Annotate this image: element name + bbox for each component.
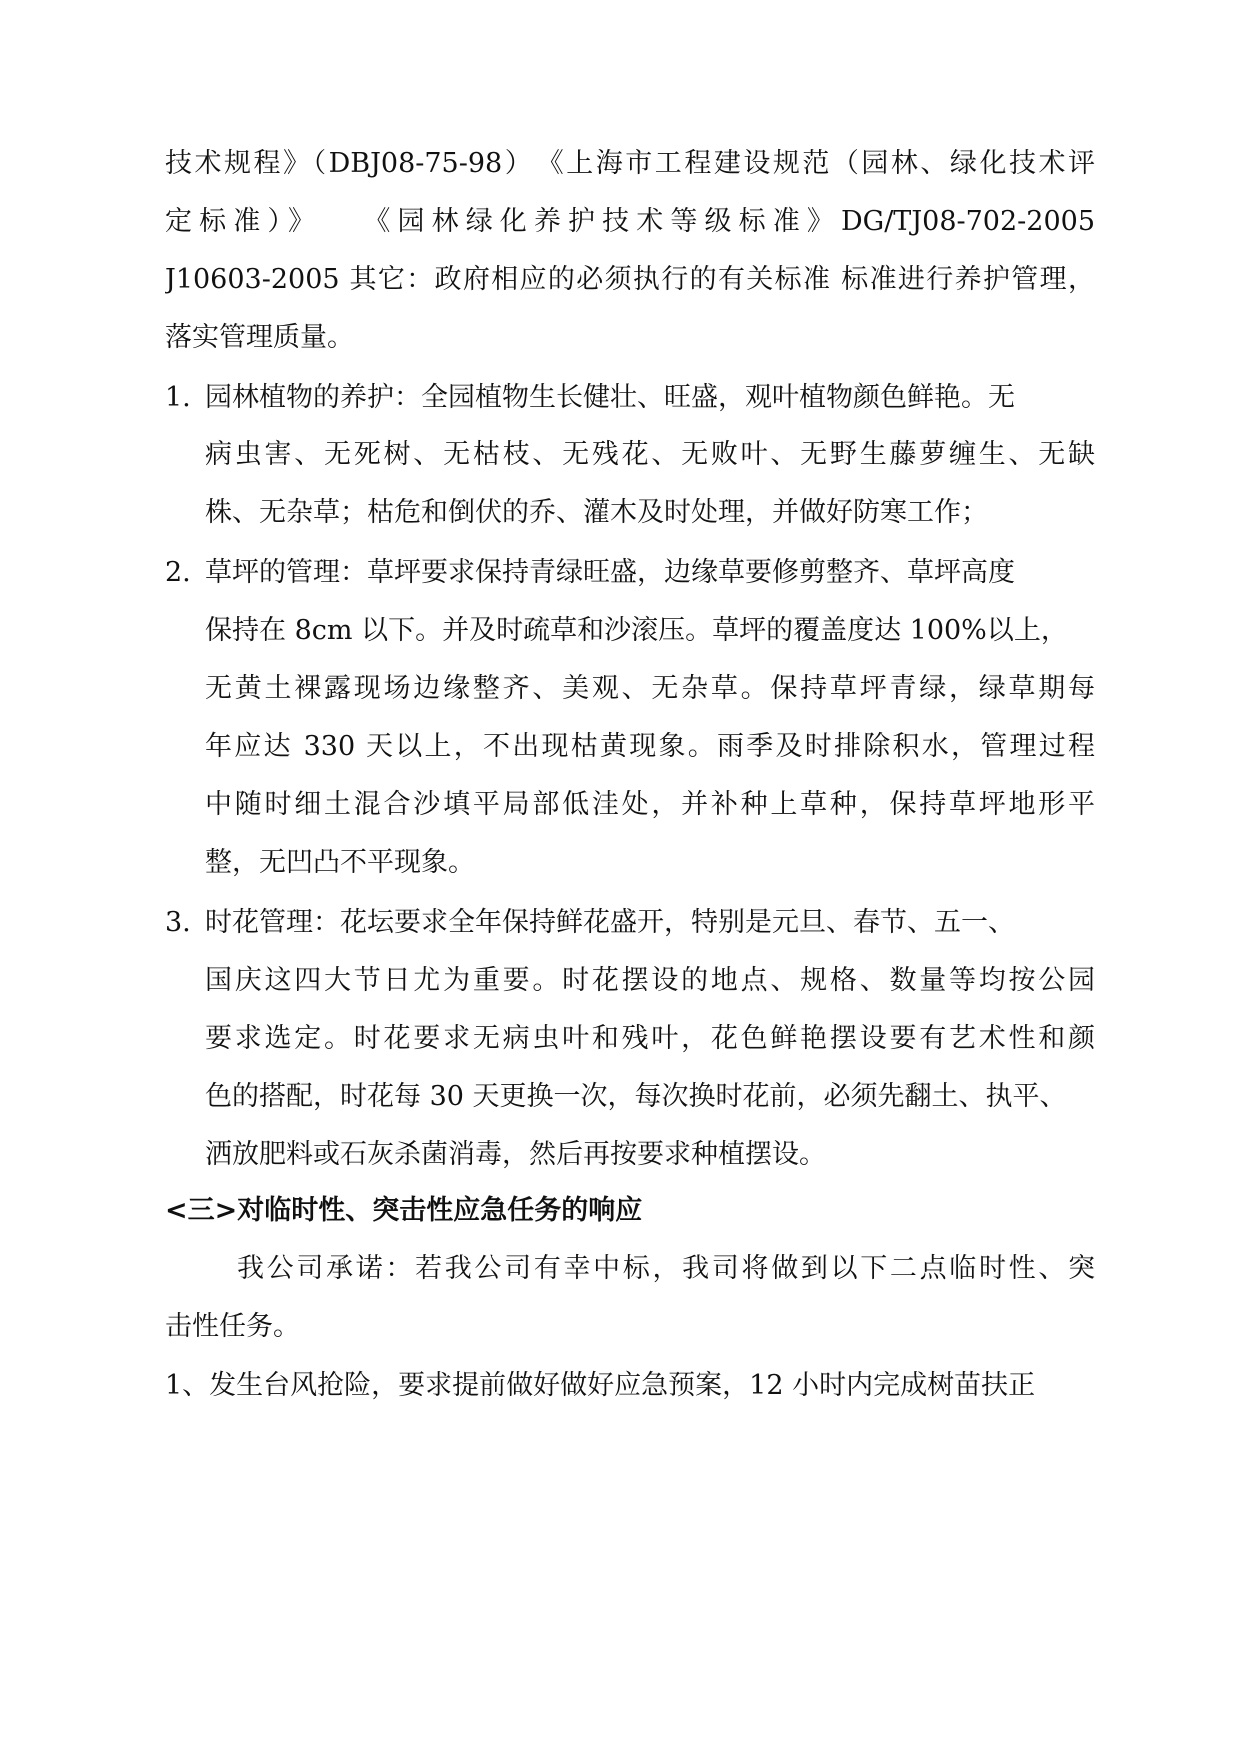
text-line: 国庆这四大节日尤为重要。时花摆设的地点、规格、数量等均按公园 [205,965,1095,996]
list-item-text: 园林植物的养护：全园植物生长健壮、旺盛，观叶植物颜色鲜艳。无 [205,382,1015,413]
list-item-3 [165,905,1095,941]
list-number: 1. [165,382,191,413]
list-number: 3. [165,907,191,938]
text-line: J10603-2005 其它：政府相应的必须执行的有关标准 标准进行养护管理， [165,264,1095,295]
text-line: 中随时细土混合沙填平局部低洼处，并补种上草种，保持草坪地形平 [205,789,1095,820]
text-line: 洒放肥料或石灰杀菌消毒，然后再按要求种植摆设。 [205,1139,826,1170]
text-line: 保持在 8cm 以下。并及时疏草和沙滚压。草坪的覆盖度达 100%以上， [205,615,1068,646]
text-line: 无黄土裸露现场边缘整齐、美观、无杂草。保持草坪青绿，绿草期每 [205,673,1095,704]
text-line: 病虫害、无死树、无枯枝、无残花、无败叶、无野生藤萝缠生、无缺 [205,439,1095,470]
text-line: 株、无杂草；枯危和倒伏的乔、灌木及时处理，并做好防寒工作； [205,497,988,528]
text-line: 要求选定。时花要求无病虫叶和残叶，花色鲜艳摆设要有艺术性和颜 [205,1023,1095,1054]
list-item-2 [165,555,1095,591]
text-line: 1、发生台风抢险，要求提前做好做好应急预案，12 小时内完成树苗扶正 [165,1370,1036,1401]
section-heading: <三>对临时性、突击性应急任务的响应 [165,1195,643,1226]
list-number: 2. [165,557,191,588]
list-item-text: 时花管理：花坛要求全年保持鲜花盛开，特别是元旦、春节、五一、 [205,907,1015,938]
text-line: 落实管理质量。 [165,322,354,353]
text-line: 我公司承诺：若我公司有幸中标，我司将做到以下二点临时性、突 [237,1253,1095,1284]
list-item-1 [165,380,1095,416]
text-line: 定标准）》 《园林绿化养护技术等级标准》DG/TJ08-702-2005 [165,206,1095,237]
text-line: 整，无凹凸不平现象。 [205,847,475,878]
list-item-text: 草坪的管理：草坪要求保持青绿旺盛，边缘草要修剪整齐、草坪高度 [205,557,1015,588]
text-line: 色的搭配，时花每 30 天更换一次，每次换时花前，必须先翻土、执平、 [205,1081,1067,1112]
text-line: 击性任务。 [165,1311,300,1342]
text-line: 年应达 330 天以上，不出现枯黄现象。雨季及时排除积水，管理过程 [205,731,1095,762]
text-line: 技术规程》（DBJ08-75-98） 《上海市工程建设规范（园林、绿化技术评 [165,148,1095,179]
